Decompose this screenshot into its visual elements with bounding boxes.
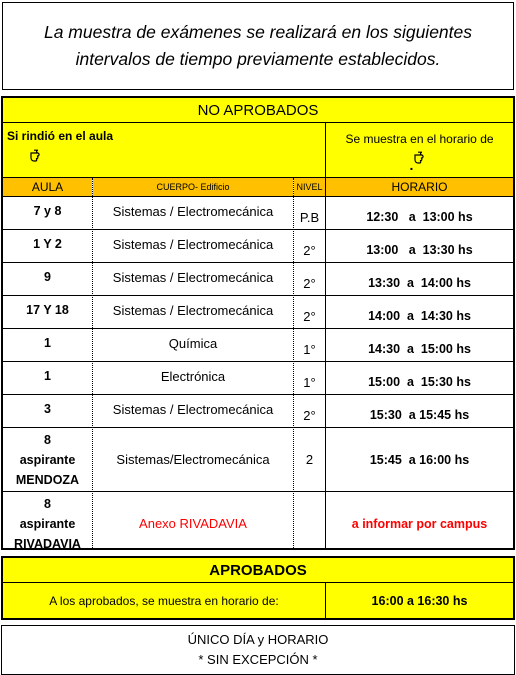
aprobados-horario: 16:00 a 16:30 hs [326,583,513,618]
nivel-cell: 1° [303,375,316,390]
aula-cell [3,395,92,427]
aula-label: 1 [44,369,51,383]
no-aprobados-title: NO APROBADOS [3,98,513,122]
footer-note [1,625,515,675]
aula-cell [3,362,92,394]
nivel-cell [294,492,325,555]
aprobados-title: APROBADOS [3,558,513,582]
nivel-cell: 2 [305,452,314,467]
column-horario: HORARIO [326,178,513,196]
pointing-hand-icon [29,147,45,168]
horario-cell: 15:30 a 15:45 hs [369,408,470,422]
cuerpo-cell: Sistemas / Electromecánica [112,237,274,252]
aula-label: 7 y 8 [33,204,62,218]
aula-cell [3,492,92,555]
aprobados-label: A los aprobados, se muestra en horario de: [3,583,325,618]
column-nivel: NIVEL [294,178,325,196]
cuerpo-cell: Sistemas / Electromecánica [112,402,274,417]
nivel-cell: 2° [303,408,316,423]
aula-label: MENDOZA [15,472,80,487]
pointing-hand-icon [413,149,429,170]
intro-line-1: La muestra de exámenes se realizará en los siguientes [43,22,472,42]
aula-label: 3 [44,402,51,416]
aprobados-table [1,556,515,620]
aula-label: 17 Y 18 [26,303,69,317]
aula-label: aspirante [19,452,76,467]
cuerpo-cell: Sistemas / Electromecánica [112,204,274,219]
footer-line-1: ÚNICO DÍA y HORARIO [187,632,329,647]
cuerpo-cell: Sistemas / Electromecánica [112,270,274,285]
horario-cell: 14:30 a 15:00 hs [368,342,471,356]
intro-line-2: intervalos de tiempo previamente establecidos. [75,49,441,69]
horario-cell: 14:00 a 14:30 hs [368,309,471,323]
aula-label: 1 [44,336,51,350]
horario-cell: 15:00 a 15:30 hs [368,375,471,389]
intro-note [2,2,514,90]
cuerpo-cell: Sistemas/Electromecánica [116,452,270,467]
horario-de-cell [326,123,513,177]
cuerpo-cell: Electrónica [160,369,226,384]
aula-cell [3,329,92,361]
cuerpo-cell: Química [168,336,218,351]
horario-de-prefix: . [409,157,414,173]
rindio-en-aula-cell [3,123,325,177]
aula-cell [3,296,92,328]
aula-label: 1 Y 2 [33,237,62,251]
aula-cell [3,263,92,295]
horario-cell: 15:45 a 16:00 hs [369,452,470,467]
aula-cell [3,428,92,491]
column-aula: AULA [3,178,92,196]
aula-label: 8 [44,432,51,447]
nivel-cell: 1° [303,342,316,357]
cuerpo-cell: Anexo RIVADAVIA [139,516,247,531]
nivel-cell: P.B [299,210,320,225]
aula-label: 8 [44,496,51,511]
rindio-en-aula-label: Si rindió en el aula [7,129,114,143]
aula-cell [3,230,92,262]
footer-line-2: * SIN EXCEPCIÓN * [198,652,318,667]
nivel-cell: 2° [303,276,316,291]
nivel-cell: 2° [303,309,316,324]
horario-cell: 13:00 a 13:30 hs [366,243,473,257]
aula-cell [3,197,92,229]
horario-de-label: Se muestra en el horario de [345,132,494,146]
horario-cell: 12:30 a 13:00 hs [366,210,473,224]
nivel-cell: 2° [303,243,316,258]
horario-cell: a informar por campus [351,516,488,531]
column-cuerpo: CUERPO- Edificio [93,178,293,196]
aula-label: aspirante [19,516,76,531]
cuerpo-cell: Sistemas / Electromecánica [112,303,274,318]
aula-label: 9 [44,270,51,284]
aula-label: RIVADAVIA [14,536,81,551]
no-aprobados-table [1,96,515,550]
horario-cell: 13:30 a 14:00 hs [368,276,471,290]
